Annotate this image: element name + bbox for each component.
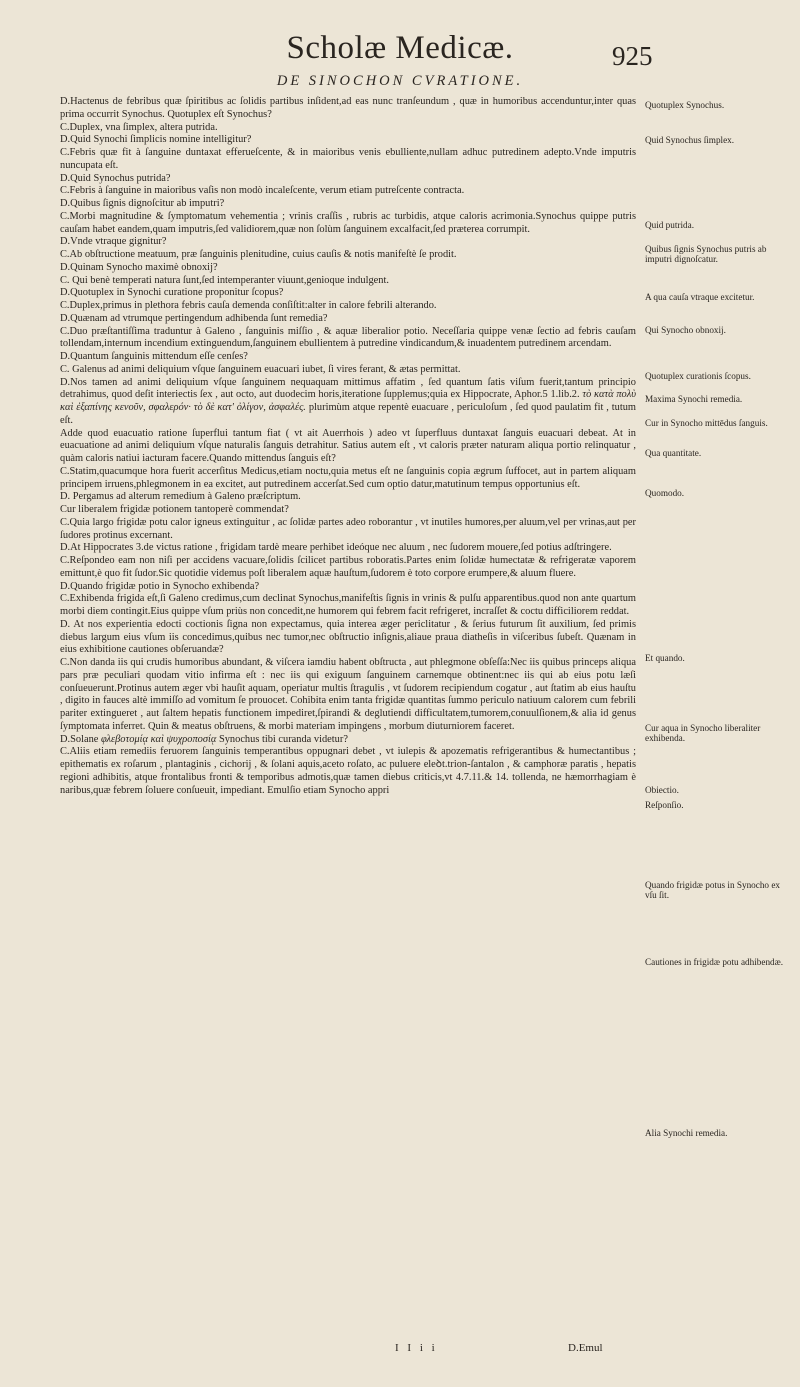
- paragraph: C.Quia largo frigidæ potu calor igneus extinguitur , ac ſolidæ partes adeo roborantur , vt inutiles humores,per aluum,vel per vrinas,aut per ſudores protinus excernant.: [60, 516, 636, 541]
- paragraph: D.Quid Synochi ſimplicis nomine intelligitur?: [60, 134, 252, 146]
- paragraph: C.Morbi magnitudine & ſymptomatum vehementia ; vrinis craſſis , rubris ac turbidis, atque caloris acrimonia.Synochus quippe putris cauſam habet eandem,quam imputris,ſed validiorem,quæ non ſolùm ſanguinem excalfacit,ſed præterea corrumpit.: [60, 210, 636, 235]
- sidenote: Et quando.: [645, 653, 685, 663]
- sidenote: Quotuplex curationis ſcopus.: [645, 371, 751, 381]
- paragraph: C.Febris quæ fit à ſanguine duntaxat efferueſcente, & in maioribus venis ebulliente,nullam adhuc putredinem adepto.Vnde imputris nuncupata eſt.: [60, 147, 636, 171]
- sidenote: Qua quantitate.: [645, 448, 702, 458]
- sidenote: Cur aqua in Synocho liberaliter exhibenda.: [645, 723, 761, 744]
- paragraph: D.Hactenus de febribus quæ ſpiritibus ac ſolidis partibus inſident,ad eas nunc tranſeundum , quæ in humoribus accenduntur,inter quas prima occurrit Synochus. Quotuplex eſt Synochus?: [60, 96, 636, 120]
- paragraph: C.Duplex, vna ſimplex, altera putrida.: [60, 121, 218, 133]
- paragraph: D.Quotuplex in Synochi curatione proponitur ſcopus?: [60, 287, 284, 299]
- greek-aphorism: τὸ κατὰ πολὺ καὶ ἐξαπίνης κενοῦν, σφαλερόν· τὸ δὲ κατ' ὀλίγον, ἀσφαλές.: [60, 389, 636, 413]
- paragraph: C. Qui benè temperati natura ſunt,ſed intemperanter viuunt,genioque indulgent.: [60, 274, 389, 286]
- sidenote: Quid Synochus ſimplex.: [645, 135, 735, 145]
- paragraph: C.Ab obſtructione meatuum, præ ſanguinis plenitudine, cuius cauſis & notis manifeſtè ſe prodit.: [60, 249, 457, 260]
- paragraph-text: D.Solane: [60, 733, 99, 745]
- catchword: D.Emul: [568, 1342, 603, 1354]
- paragraph: [60, 734, 636, 747]
- page-number: 925: [612, 41, 653, 71]
- paragraph: D.At Hippocrates 3.de victus ratione , frigidam tardè meare perhibet ideóque nec aluum , nec ſudorem mouere,ſed potius adſtringere.: [60, 542, 612, 554]
- paragraph: D.Quibus ſignis dignoſcitur ab imputri?: [60, 198, 225, 209]
- paragraph: D.Quando frigidæ potio in Synocho exhibenda?: [60, 580, 260, 592]
- paragraph: D. Pergamus ad alterum remedium à Galeno præſcriptum.: [60, 491, 301, 503]
- paragraph-text: Synochus tibi curanda videtur?: [218, 733, 348, 745]
- paragraph: Cur liberalem frigidæ potionem tantoperè commendat?: [60, 504, 289, 515]
- main-text: [60, 96, 636, 797]
- paragraph: D. At nos experientia edocti coctionis ſigna non expectamus, quia interea æger periclitatur , & ſerius futurum ſit auxilium, ſed primis diebus largum eius vſum iis concedimus,quibus nec tumor,nec obſtructio inſignis,aliaue praua diatheſis in viſceribus ſubeſt. Quænam in eius exhibitione cautiones obſeruandæ?: [60, 618, 636, 656]
- paragraph-text: plurimùm atque repentè euacuare , periculoſum , ſed quod paulatim fit , tutum eſt.: [60, 402, 636, 426]
- paragraph: C.Febris à ſanguine in maioribus vaſis non modò incaleſcente, verum etiam putreſcente contracta.: [60, 185, 465, 197]
- sidenote: Cur in Synocho mittēdus ſanguis.: [645, 418, 768, 428]
- signature-mark: I I i i: [395, 1342, 438, 1354]
- paragraph: C.Reſpondeo eam non niſi per accidens vacuare,ſolidis ſcilicet partibus roboratis.Partes enim ſolidæ humectatæ & refrigeratæ vaporem emittunt,è quo fit ſudor.Sic quotidie videmus poſt liberalem aquæ hauſtum,ſudorem è toto corpore erumpere,& aluum fluere.: [60, 555, 636, 579]
- sidenote: Maxima Synochi remedia.: [645, 394, 743, 404]
- paragraph: D.Vnde vtraque gignitur?: [60, 236, 167, 248]
- sidenote: Cautiones in frigidæ potu adhibendæ.: [645, 957, 784, 967]
- paragraph-text: D.Nos tamen ad animi deliquium vſque ſanguinem nequaquam mittimus affatim , ſed quantum ſatis viſum fuerit,tantum principio detrahimus, quod deſit interiectis ſex , aut octo, aut duodecim horis,iteratione ſupplemus;quia ex Hippocrate, Aphor.5 1.lib.2.: [60, 376, 636, 401]
- running-head: Scholæ Medicæ.: [286, 30, 514, 66]
- paragraph: C.Aliis etiam remediis feruorem ſanguinis temperantibus oppugnari debet , vt iulepis & apozematis refrigerantibus & humectantibus ; epithematis ex roſarum , plantaginis , cichorij , & ſolani aquis,aceto roſato, ac puluere eleꝺt.trion-ſantalon , & camphoræ paratis , hepatis regioni adhibitis, atque frontalibus fronti & temporibus admotis,quæ tamen diebus criticis,vt 4.7.11.& 14. tollenda, ne hæmorrhagiam è naribus,quæ febrem ſoluere conſueuit, impediant. Emulſio etiam Synocho appri: [60, 746, 636, 796]
- sidenote: Quid putrida.: [645, 220, 694, 230]
- sidenote: Quomodo.: [645, 488, 685, 498]
- paragraph: Adde quod euacuatio ratione ſuperflui tantum fiat ( vt ait Auerrhois ) adeo vt ſuperfluus duntaxat ſanguis euacuari debeat. At in euacuatione ad animi deliquium vſque naturalis ſanguis detrahitur. Satius autem eſt , vt caloris præter naturam aliqua portio relinquatur , quàm caloris natiui iacturam facere.Quando mittendus ſanguis eſt?: [60, 427, 636, 464]
- paragraph: D.Quid Synochus putrida?: [60, 172, 171, 184]
- paragraph: [60, 377, 636, 428]
- greek-phrase: φλεβοτομίᾳ καὶ ψυχροποσίᾳ: [101, 733, 217, 745]
- sidenote: Qui Synocho obnoxij.: [645, 325, 726, 335]
- sidenote: Quando frigidæ potus in Synocho ex vſu ſit.: [645, 880, 780, 901]
- sidenote: Alia Synochi remedia.: [645, 1128, 728, 1138]
- sidenote: Quibus ſignis Synochus putris ab imputri dignoſcatur.: [645, 244, 767, 265]
- sidenote: Reſponſio.: [645, 800, 684, 810]
- paragraph: C.Duo præſtantiſſima traduntur à Galeno , ſanguinis miſſio , & aquæ liberalior potio. Neceſſaria quippe venæ ſectio ad febris cauſam tollendam,internum incendium extinguendum,ſanguinem ebullientem à putredine vindicandum,& inuadentem putredinem arcendam.: [60, 325, 636, 350]
- paragraph: D.Quinam Synocho maximè obnoxij?: [60, 261, 218, 273]
- section-title: DE SINOCHON CVRATIONE.: [276, 73, 524, 89]
- paragraph: C.Statim,quacumque hora fuerit accerſitus Medicus,etiam noctu,quia metus eſt ne ſanguinis copia ægrum ſuffocet, aut in partem aliquam principem irruens,phlegmonem in ea excitet, aut putredinem accerſat.Sed cum optio datur,matutinum tempus opportunius eſt.: [60, 465, 636, 490]
- paragraph: C.Duplex,primus in plethora febris cauſa demenda conſiſtit:alter in calore febrili alterando.: [60, 300, 437, 311]
- sidenote: Obiectio.: [645, 785, 679, 795]
- paragraph: C. Galenus ad animi deliquium vſque ſanguinem euacuari iubet, ſi vires ferant, & ætas permittat.: [60, 363, 461, 375]
- paragraph: C.Non danda iis qui crudis humoribus abundant, & viſcera iamdiu habent obſtructa , aut phlegmone obſeſſa:Nec iis quibus princeps aliqua pars præ peculiari quodam vitio infirma eſt : nec iis qui exiguum ſanguinem carnemque obtinent:nec iis qui ab eius potu læſi conſueuerunt.Protinus autem æger vbi hauſit aquam, operiatur multis ſtragulis , vt ſudorem recipiendum cogatur , aut ſtatim ab eius hauſtu , digito in fauces altè immiſſo ad vomitum ſe prouocet. Cohibita enim tanta frigidæ quantitas ſummo periculo natiuum calorem cum febrili pariter extingueret , aut ſaltem hepatis functionem impediret,ſpirandi & deglutiendi difficultatem,tumorem,conuulſionem,& alia id genus ſymptomata inferret. Quin & meatus obſtruens, & morbi materiam impingens , morbum diuturniorem faceret.: [60, 657, 636, 732]
- sidenote: A qua cauſa vtraque excitetur.: [645, 292, 755, 302]
- paragraph: D.Quantum ſanguinis mittendum eſſe cenſes?: [60, 351, 248, 362]
- paragraph: D.Quænam ad vtrumque pertingendum adhibenda ſunt remedia?: [60, 312, 328, 324]
- sidenote: Quotuplex Synochus.: [645, 100, 725, 110]
- paragraph: C.Exhibenda frigida eſt,ſi Galeno credimus,cum declinat Synochus,manifeſtis ſignis in vrinis & pulſu apparentibus.quod non ante quartum morbi diem contingit.Eius quippe vſum priùs non concedit,ne humorem qui febrem facit refrigeret, incraſſet & coctu difficiliorem reddat.: [60, 593, 636, 617]
